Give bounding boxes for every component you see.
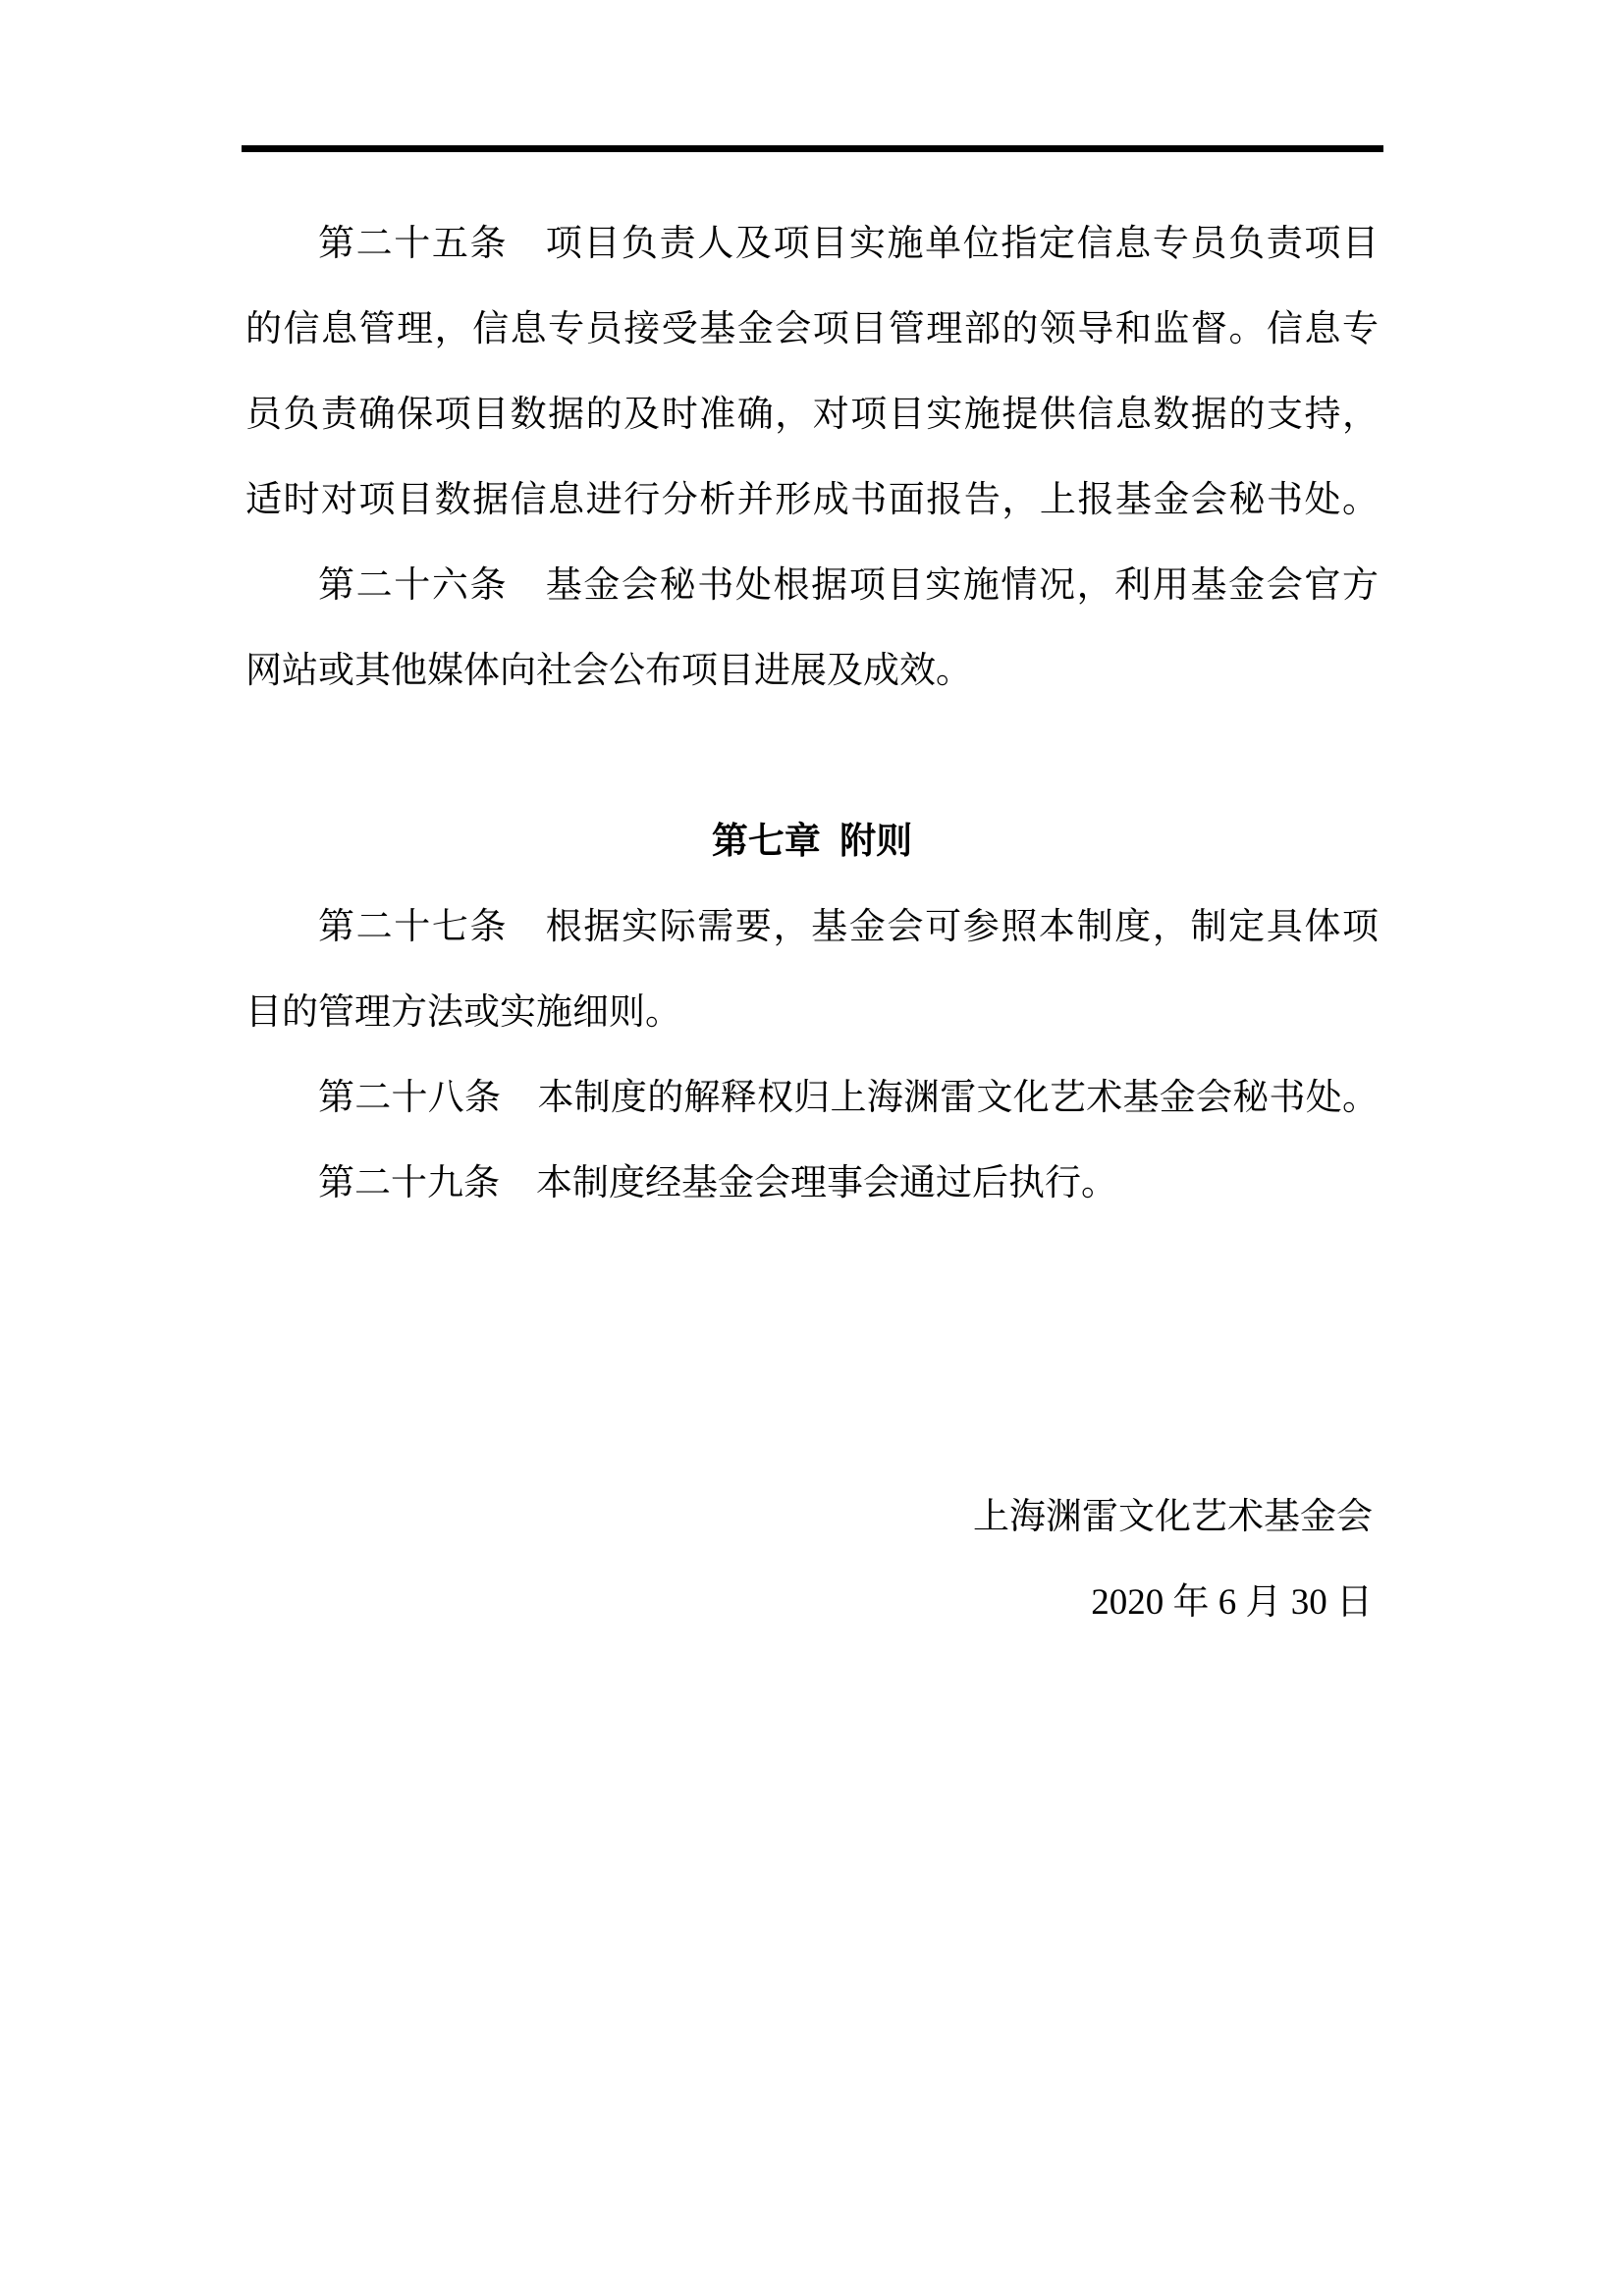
article-25-line-3: 员负责确保项目数据的及时准确，对项目实施提供信息数据的支持， xyxy=(245,395,1379,435)
signature-organization: 上海渊雷文化艺术基金会 xyxy=(973,1497,1373,1537)
article-25-line-1: 第二十五条 项目负责人及项目实施单位指定信息专员负责项目 xyxy=(318,224,1379,264)
signature-date: 2020 年 6 月 30 日 xyxy=(1091,1582,1373,1623)
article-25 xyxy=(245,201,1379,543)
chapter-7-heading: 第七章 附则 xyxy=(711,822,913,862)
article-26-line-2: 网站或其他媒体向社会公布项目进展及成效。 xyxy=(245,651,972,691)
article-28-line-1: 第二十八条 本制度的解释权归上海渊雷文化艺术基金会秘书处。 xyxy=(318,1078,1379,1118)
article-25-line-2: 的信息管理，信息专员接受基金会项目管理部的领导和监督。信息专 xyxy=(245,309,1379,349)
article-27-line-1: 第二十七条 根据实际需要，基金会可参照本制度，制定具体项 xyxy=(318,907,1379,947)
signature-block xyxy=(245,1474,1379,1645)
article-27-line-2: 目的管理方法或实施细则。 xyxy=(245,992,681,1033)
article-27 xyxy=(245,884,1379,1055)
article-25-line-4: 适时对项目数据信息进行分析并形成书面报告，上报基金会秘书处。 xyxy=(245,480,1379,520)
article-26 xyxy=(245,543,1379,714)
article-28 xyxy=(245,1055,1379,1141)
article-26-line-1: 第二十六条 基金会秘书处根据项目实施情况，利用基金会官方 xyxy=(318,565,1379,606)
article-29 xyxy=(245,1141,1379,1226)
article-29-line-1: 第二十九条 本制度经基金会理事会通过后执行。 xyxy=(318,1163,1117,1203)
